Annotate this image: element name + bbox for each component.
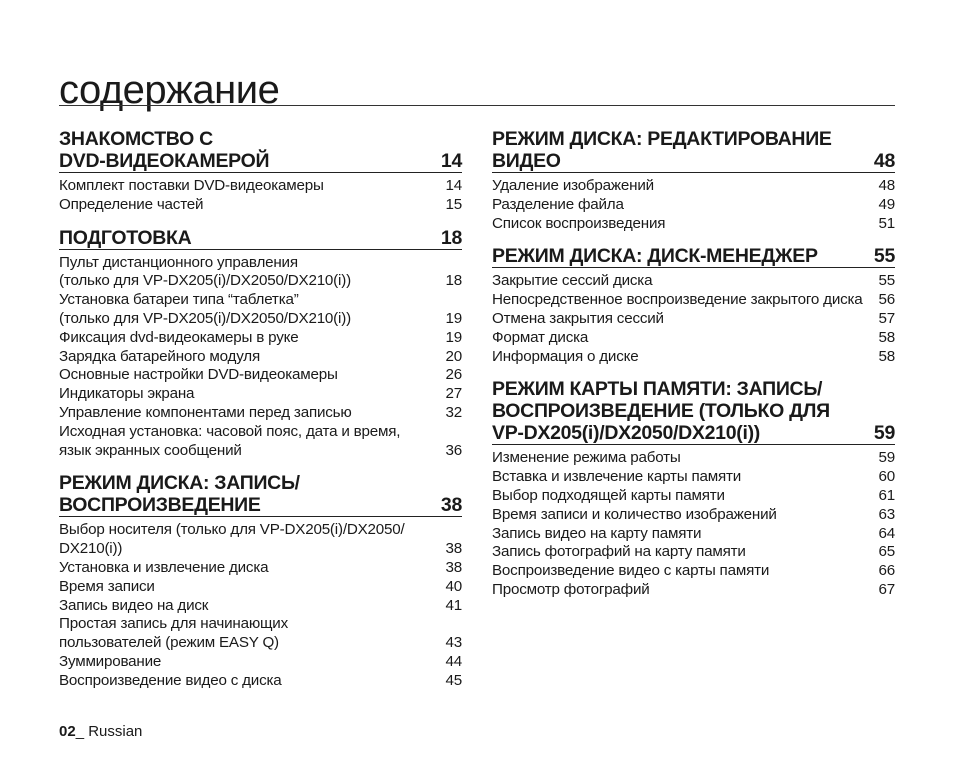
toc-entry-line: Воспроизведение видео с диска <box>59 671 282 689</box>
section-page-number: 38 <box>440 494 462 517</box>
toc-entry-line: язык экранных сообщений <box>59 441 242 459</box>
toc-entry[interactable] <box>59 366 462 385</box>
toc-entry-line: Основные настройки DVD-видеокамеры <box>59 366 338 384</box>
toc-entry-title <box>59 254 440 292</box>
section-heading-row <box>492 422 895 444</box>
toc-entry-line: Запись фотографий на карту памяти <box>492 543 746 561</box>
toc-entry-title <box>492 449 873 468</box>
toc-entry-page: 63 <box>878 505 895 523</box>
toc-entry-title <box>492 177 873 196</box>
toc-entry-page: 48 <box>878 177 895 194</box>
toc-entry-page: 43 <box>445 634 462 652</box>
toc-entry-line: пользователей (режим EASY Q) <box>59 634 279 652</box>
toc-entry-title <box>492 543 873 562</box>
section-heading[interactable] <box>492 128 895 173</box>
toc-entry-line: Время записи и количество изображений <box>492 505 777 523</box>
toc-entry-title <box>59 385 440 404</box>
toc-entry[interactable] <box>492 506 895 525</box>
toc-entry[interactable] <box>492 487 895 506</box>
toc-entry[interactable] <box>492 543 895 562</box>
section-heading[interactable] <box>59 227 462 250</box>
section-heading-line: РЕЖИМ ДИСКА: РЕДАКТИРОВАНИЕ <box>492 128 832 150</box>
toc-entry-title <box>492 487 873 506</box>
toc-entry-line: Индикаторы экрана <box>59 385 195 403</box>
toc-entry-line: Запись видео на карту памяти <box>492 524 702 542</box>
toc-entry-page: 61 <box>878 486 895 504</box>
page-footer <box>59 723 142 741</box>
section-items <box>59 521 462 690</box>
section-page-number: 18 <box>440 226 462 249</box>
toc-entry-line: Комплект поставки DVD-видеокамеры <box>59 177 324 194</box>
toc-entry[interactable] <box>492 291 895 310</box>
toc-entry-line: Изменение режима работы <box>492 449 681 467</box>
toc-entry-page: 27 <box>445 385 462 403</box>
toc-entry-title <box>59 366 440 385</box>
section-heading-row <box>492 150 895 172</box>
toc-entry[interactable] <box>492 272 895 291</box>
toc-entry-title <box>492 272 873 291</box>
toc-entry-line: Выбор носителя (только для VP-DX205(i)/DX2050/ <box>59 521 405 539</box>
toc-entry-page: 14 <box>445 177 462 194</box>
toc-entry[interactable] <box>59 423 462 461</box>
section-items <box>492 449 895 599</box>
toc-section <box>492 378 895 599</box>
toc-entry-title <box>59 597 440 616</box>
section-heading-row <box>492 245 895 267</box>
toc-entry-title <box>492 348 873 367</box>
section-heading-row <box>59 227 462 249</box>
toc-entry[interactable] <box>59 521 462 559</box>
section-page-number: 48 <box>873 150 895 172</box>
toc-entry-page: 65 <box>878 543 895 561</box>
section-heading[interactable] <box>59 472 462 517</box>
toc-entry-page: 32 <box>445 403 462 421</box>
toc-entry-line: Отмена закрытия сессий <box>492 309 664 327</box>
toc-entry-title <box>59 559 440 578</box>
toc-entry[interactable] <box>59 329 462 348</box>
toc-entry-line: Выбор подходящей карты памяти <box>492 486 725 504</box>
toc-entry-line: Зуммирование <box>59 652 162 670</box>
toc-entry-line: Воспроизведение видео с карты памяти <box>492 562 770 580</box>
section-heading-row <box>59 150 462 172</box>
toc-entry-line: Пульт дистанционного управления <box>59 253 298 271</box>
section-page-number: 55 <box>873 245 895 268</box>
toc-entry-page: 57 <box>878 309 895 327</box>
toc-left-column <box>59 128 462 703</box>
toc-entry-title <box>59 672 440 691</box>
toc-entry-title <box>492 196 873 215</box>
toc-entry-line: Запись видео на диск <box>59 596 209 614</box>
toc-entry-title <box>59 329 440 348</box>
toc-entry-line: Удаление изображений <box>492 177 654 194</box>
toc-entry[interactable] <box>492 196 895 215</box>
toc-entry-line: Определение частей <box>59 195 204 213</box>
toc-entry-line: Формат диска <box>492 328 589 346</box>
toc-entry-title <box>59 348 440 367</box>
toc-right-column <box>492 128 895 612</box>
toc-entry-page: 59 <box>878 449 895 467</box>
toc-entry[interactable] <box>59 578 462 597</box>
section-heading-row <box>59 494 462 516</box>
toc-entry-page: 58 <box>878 347 895 365</box>
toc-entry[interactable] <box>492 562 895 581</box>
toc-entry-title <box>59 521 440 559</box>
toc-entry-page: 67 <box>878 580 895 598</box>
toc-entry-page: 58 <box>878 328 895 346</box>
toc-entry-page: 60 <box>878 468 895 486</box>
toc-entry[interactable] <box>59 615 462 653</box>
toc-entry-title <box>59 578 440 597</box>
toc-entry-line: Просмотр фотографий <box>492 580 650 598</box>
toc-entry-line: Время записи <box>59 577 155 595</box>
toc-section <box>59 128 462 215</box>
toc-entry-page: 19 <box>445 328 462 346</box>
toc-entry-page: 44 <box>445 652 462 670</box>
toc-entry[interactable] <box>59 254 462 292</box>
toc-entry-page: 45 <box>445 671 462 689</box>
toc-entry-title <box>59 291 440 329</box>
section-heading-line: РЕЖИМ КАРТЫ ПАМЯТИ: ЗАПИСЬ/ <box>492 378 823 401</box>
title-divider <box>59 105 895 106</box>
footer-language: _ Russian <box>75 723 143 740</box>
toc-entry-line: Вставка и извлечение карты памяти <box>492 468 742 486</box>
section-heading-line: ВИДЕО <box>492 150 561 172</box>
toc-entry-title <box>59 177 440 196</box>
toc-entry-line: DX210(i)) <box>59 540 123 558</box>
toc-entry[interactable] <box>59 348 462 367</box>
section-heading-line: ПОДГОТОВКА <box>59 226 192 249</box>
toc-entry-page: 19 <box>445 309 462 327</box>
section-items <box>59 254 462 461</box>
toc-entry[interactable] <box>492 215 895 234</box>
toc-entry-line: (только для VP-DX205(i)/DX2050/DX210(i)) <box>59 272 351 290</box>
toc-entry[interactable] <box>59 177 462 196</box>
section-items <box>492 272 895 366</box>
toc-entry-line: Список воспроизведения <box>492 214 666 232</box>
toc-entry-page: 38 <box>445 558 462 576</box>
toc-entry-line: Фиксация dvd-видеокамеры в руке <box>59 328 299 346</box>
section-items <box>492 177 895 233</box>
toc-entry-page: 64 <box>878 524 895 542</box>
toc-entry-title <box>492 329 873 348</box>
toc-entry-title <box>59 615 440 653</box>
section-heading-line: VP-DX205(i)/DX2050/DX210(i)) <box>492 422 760 445</box>
toc-entry[interactable] <box>59 404 462 423</box>
toc-entry[interactable] <box>59 597 462 616</box>
toc-entry-title <box>59 196 440 215</box>
section-heading[interactable] <box>59 128 462 173</box>
section-heading-line: РЕЖИМ ДИСКА: ДИСК-МЕНЕДЖЕР <box>492 245 818 268</box>
toc-entry-page: 20 <box>445 347 462 365</box>
toc-entry-title <box>492 291 873 310</box>
toc-entry[interactable] <box>492 525 895 544</box>
toc-entry-line: Закрытие сессий диска <box>492 272 653 290</box>
section-page-number: 14 <box>440 150 462 172</box>
toc-entry[interactable] <box>492 177 895 196</box>
toc-entry-line: Непосредственное воспроизведение закрытого диска <box>492 291 863 309</box>
toc-entry-line: Установка батареи типа “таблетка” <box>59 291 299 309</box>
toc-entry[interactable] <box>59 291 462 329</box>
toc-entry-page: 56 <box>878 291 895 309</box>
toc-entry-title <box>59 653 440 672</box>
section-heading-line: РЕЖИМ ДИСКА: ЗАПИСЬ/ <box>59 472 300 495</box>
toc-entry-page: 18 <box>445 272 462 290</box>
toc-section <box>59 227 462 461</box>
toc-entry-page: 41 <box>445 596 462 614</box>
toc-section <box>59 472 462 690</box>
toc-entry-title <box>492 215 873 234</box>
toc-entry-line: (только для VP-DX205(i)/DX2050/DX210(i)) <box>59 309 351 327</box>
toc-entry-title <box>492 310 873 329</box>
toc-entry-page: 40 <box>445 577 462 595</box>
toc-entry[interactable] <box>492 449 895 468</box>
section-heading-line: ВОСПРОИЗВЕДЕНИЕ <box>59 494 261 517</box>
toc-entry-title <box>492 581 873 600</box>
page-title: содержание <box>59 68 280 112</box>
toc-entry[interactable] <box>492 581 895 600</box>
toc-entry-title <box>492 562 873 581</box>
toc-entry-page: 51 <box>878 214 895 232</box>
section-heading[interactable] <box>492 378 895 445</box>
toc-entry[interactable] <box>59 385 462 404</box>
toc-entry[interactable] <box>59 653 462 672</box>
toc-entry-title <box>492 468 873 487</box>
toc-entry-title <box>59 423 440 461</box>
toc-entry[interactable] <box>59 559 462 578</box>
toc-entry-line: Информация о диске <box>492 347 639 365</box>
toc-entry-title <box>59 404 440 423</box>
section-page-number: 59 <box>873 422 895 445</box>
toc-section <box>492 128 895 233</box>
toc-entry-line: Установка и извлечение диска <box>59 558 269 576</box>
toc-entry-title <box>492 506 873 525</box>
toc-entry-line: Простая запись для начинающих <box>59 615 288 633</box>
toc-entry-page: 49 <box>878 195 895 213</box>
toc-entry-page: 38 <box>445 540 462 558</box>
toc-section <box>492 245 895 366</box>
toc-entry-page: 15 <box>445 195 462 213</box>
toc-entry[interactable] <box>492 329 895 348</box>
toc-entry-line: Разделение файла <box>492 195 624 213</box>
section-items <box>59 177 462 215</box>
toc-entry-line: Управление компонентами перед записью <box>59 403 352 421</box>
toc-entry-line: Исходная установка: часовой пояс, дата и время, <box>59 422 401 440</box>
section-heading-line: DVD-ВИДЕОКАМЕРОЙ <box>59 150 270 172</box>
section-heading-line: ЗНАКОМСТВО С <box>59 128 213 150</box>
footer-page-number: 02 <box>59 723 76 740</box>
section-heading-line: ВОСПРОИЗВЕДЕНИЕ (ТОЛЬКО ДЛЯ <box>492 400 830 423</box>
toc-entry[interactable] <box>492 348 895 367</box>
toc-entry[interactable] <box>492 468 895 487</box>
toc-entry-page: 66 <box>878 562 895 580</box>
toc-entry-page: 36 <box>445 441 462 459</box>
toc-entry[interactable] <box>492 310 895 329</box>
toc-entry-title <box>492 525 873 544</box>
toc-entry[interactable] <box>59 672 462 691</box>
toc-entry-page: 55 <box>878 272 895 290</box>
toc-entry-line: Зарядка батарейного модуля <box>59 347 260 365</box>
toc-entry[interactable] <box>59 196 462 215</box>
toc-entry-page: 26 <box>445 366 462 384</box>
section-heading[interactable] <box>492 245 895 268</box>
